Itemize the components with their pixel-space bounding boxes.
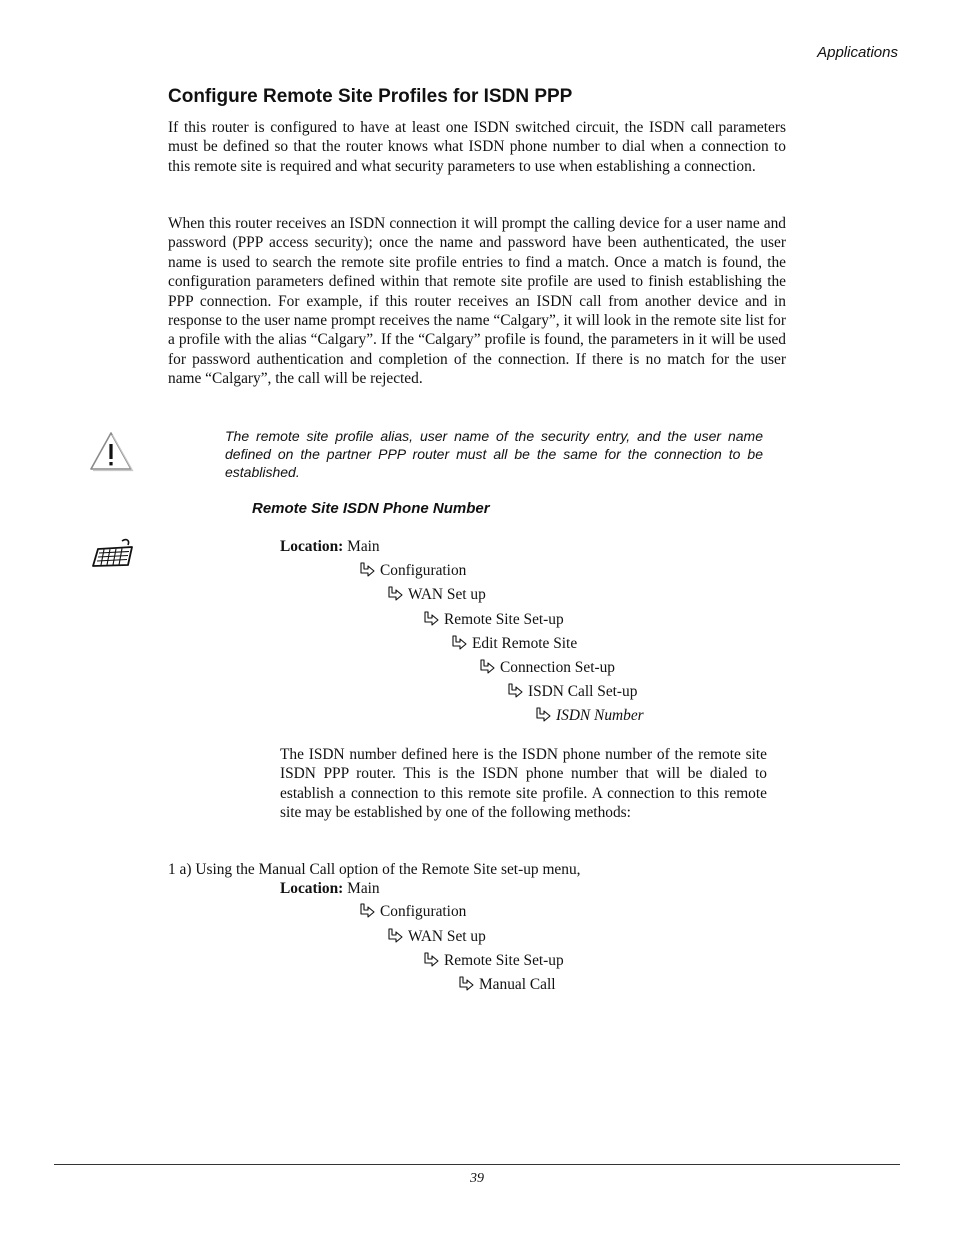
arrow-right-icon xyxy=(386,586,404,604)
warning-triangle-icon xyxy=(88,430,134,472)
location-label: Location: xyxy=(280,880,344,897)
menu-path-isdn-call-set-up: ISDN Call Set-up xyxy=(506,682,637,702)
arrow-right-icon xyxy=(457,976,475,994)
location-root: Main xyxy=(347,880,380,897)
keyboard-icon xyxy=(90,537,136,569)
arrow-right-icon xyxy=(358,562,376,580)
warning-note: The remote site profile alias, user name of the security entry, and the user name defined on the partner PPP router must all be the same for the connection to be established. xyxy=(225,428,763,481)
arrow-right-icon xyxy=(506,683,524,701)
arrow-right-icon xyxy=(386,928,404,946)
connection-paragraph: When this router receives an ISDN connection it will prompt the calling device for a user name and password (PPP access security); once the name and password have been authenticated, the user name is used to search the remote site profile entries to find a match. Once a match is found, the configuration parameters defined within that remote site profile are used to finish establishing the PPP connection. For example, if this router receives an ISDN call from another device and in response to the user name prompt receives the name “Calgary”, it will look in the remote site list for a profile with the alias “Calgary”. If the “Calgary” profile is found, the parameters in it will be used for password authentication and completion of the connection. If there is no match for the user name “Calgary”, the call will be rejected. xyxy=(168,215,786,388)
location-root: Main xyxy=(347,538,380,555)
menu-path-remote-site-set-up: Remote Site Set-up xyxy=(422,610,564,630)
menu-path-configuration: Configuration xyxy=(358,561,466,581)
subsection-heading: Remote Site ISDN Phone Number xyxy=(252,500,490,517)
arrow-right-icon xyxy=(422,611,440,629)
menu-path-isdn-number: ISDN Number xyxy=(534,706,644,726)
section-title: Configure Remote Site Profiles for ISDN PPP xyxy=(168,86,573,107)
method-step-1a: 1 a) Using the Manual Call option of the Remote Site set-up menu, xyxy=(168,861,581,878)
running-header: Applications xyxy=(817,44,898,61)
location-label: Location: xyxy=(280,538,344,555)
page-number: 39 xyxy=(470,1171,484,1186)
menu-path-connection-set-up: Connection Set-up xyxy=(478,658,615,678)
location-1-label xyxy=(280,537,380,557)
location-2-label xyxy=(280,879,380,899)
menu-path-edit-remote-site: Edit Remote Site xyxy=(450,634,577,654)
arrow-right-icon xyxy=(478,659,496,677)
menu-path-remote-site-set-up: Remote Site Set-up xyxy=(422,951,564,971)
intro-paragraph: If this router is configured to have at least one ISDN switched circuit, the ISDN call parameters must be defined so that the router knows what ISDN phone number to dial when a connection to this remote site is required and what security parameters to use when establishing a connection. xyxy=(168,119,786,175)
arrow-right-icon xyxy=(422,952,440,970)
menu-path-wan-set-up: WAN Set up xyxy=(386,585,486,605)
menu-path-wan-set-up: WAN Set up xyxy=(386,927,486,947)
menu-path-manual-call: Manual Call xyxy=(457,975,556,995)
footer-rule xyxy=(54,1164,900,1165)
arrow-right-icon xyxy=(534,707,552,725)
menu-path-configuration: Configuration xyxy=(358,902,466,922)
isdn-number-paragraph: The ISDN number defined here is the ISDN phone number of the remote site ISDN PPP router. This is the ISDN phone number that will be dialed to establish a connection to this remote site profile. A connection to this remote site may be established by one of the following methods: xyxy=(280,746,767,822)
arrow-right-icon xyxy=(358,903,376,921)
arrow-right-icon xyxy=(450,635,468,653)
